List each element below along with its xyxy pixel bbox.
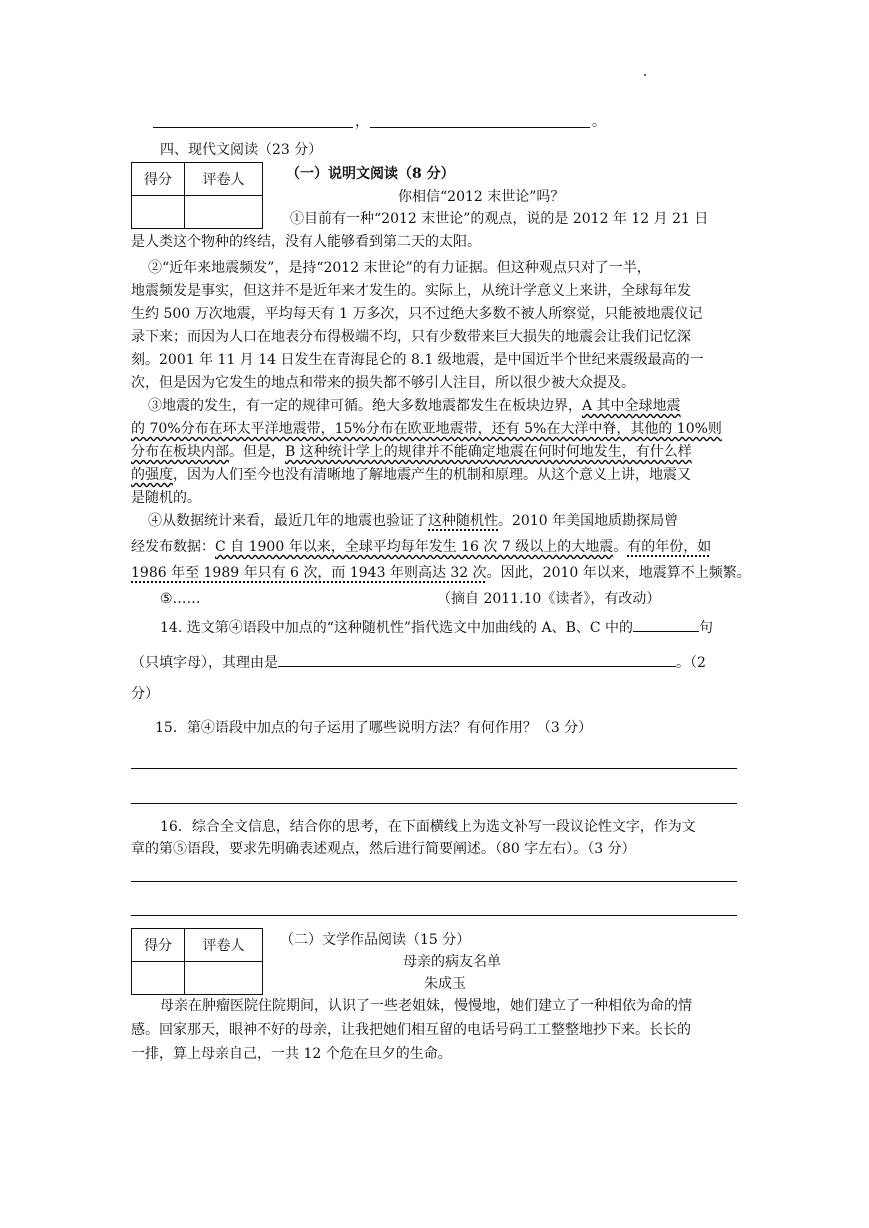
paragraph-4-line-1 bbox=[148, 511, 678, 531]
q14-letter-blank[interactable] bbox=[633, 617, 699, 632]
question-14-line-3: 分） bbox=[131, 686, 159, 702]
question-14-line-2 bbox=[131, 652, 706, 673]
paragraph-5: ⑤…… bbox=[160, 591, 201, 607]
part1-heading: （一）说明文阅读（8 分） bbox=[286, 166, 455, 182]
p4-text-b: 。2010 年美国地质勘探局曾 bbox=[498, 513, 679, 529]
sentence-c: C 自 1900 年以来，全球平均每年发生 16 次 7 级以上的大地震 bbox=[215, 539, 614, 555]
paragraph-2-line-2: 地震频发是事实，但这并不是近年来才发生的。实际上，从统计学意义上来讲，全球每年发 bbox=[131, 283, 691, 299]
paragraph-1-line-2: 是人类这个物种的终结，没有人能够看到第二天的太阳。 bbox=[131, 234, 481, 250]
question-15: 15．第④语段中加点的句子运用了哪些说明方法？有何作用？（3 分） bbox=[155, 720, 593, 736]
dotted-sentence-start: 有的年份，如 bbox=[627, 539, 712, 555]
answer-blank-2[interactable] bbox=[370, 127, 590, 128]
p4-text-a: ④从数据统计来看，最近几年的地震也验证了 bbox=[148, 513, 428, 529]
part2-author: 朱成玉 bbox=[424, 976, 466, 992]
paragraph-4-line-3 bbox=[131, 563, 751, 583]
paragraph-2-line-4: 录下来；而因为人口在地表分布得极端不均，只有少数带来巨大损失的地震会让我们记忆深 bbox=[131, 329, 691, 345]
score-table-1 bbox=[131, 162, 263, 229]
p4-text-e: 。因此，2010 年以来，地震算不上频繁。 bbox=[486, 565, 751, 581]
source-note: （摘自 2011.10《读者》，有改动） bbox=[437, 591, 661, 607]
part2-heading: （二）文学作品阅读（15 分） bbox=[280, 932, 471, 948]
p3-text-b: 。但是， bbox=[229, 444, 285, 460]
grader-cell-2[interactable] bbox=[185, 962, 263, 995]
comma: ， bbox=[355, 114, 369, 130]
part2-paragraph-line-2: 感。回家那天，眼神不好的母亲，让我把她们相互留的电话号码工工整整地抄下来。长长的 bbox=[131, 1022, 691, 1038]
sentence-a-end: 分布在板块内部 bbox=[131, 444, 229, 460]
p3-text-c: ，因为人们至今也没有清晰地了解地震产生的机制和原理。从这个意义上讲，地震又 bbox=[173, 467, 691, 483]
part2-title: 母亲的病友名单 bbox=[403, 954, 501, 970]
sentence-b-end: 的强度 bbox=[131, 467, 173, 483]
paragraph-1-line-1: ①目前有一种“2012 末世论”的观点，说的是 2012 年 12 月 21 日 bbox=[290, 211, 709, 227]
paragraph-2-line-3: 生约 500 万次地震，平均每天有 1 万多次，只不过绝大多数不被人所察觉，只能被地震仪记 bbox=[131, 306, 703, 322]
q14-text-b: 句 bbox=[699, 620, 714, 636]
dotted-sentence-end: 1986 年至 1989 年只有 6 次，而 1943 年则高达 32 次 bbox=[131, 565, 487, 581]
paragraph-3-line-1 bbox=[148, 396, 681, 416]
grader-label: 评卷人 bbox=[185, 163, 263, 196]
p4-text-c: 经发布数据： bbox=[131, 539, 215, 555]
answer-line-15-2[interactable] bbox=[131, 803, 737, 804]
paragraph-2-line-6: 次，但是因为它发生的地点和带来的损失都不够引人注目，所以很少被大众提及。 bbox=[131, 375, 635, 391]
this-randomness: 这种随机性 bbox=[428, 513, 498, 529]
part2-paragraph-line-1: 母亲在肿瘤医院住院期间，认识了一些老姐妹，慢慢地，她们建立了一种相依为命的情 bbox=[160, 998, 692, 1014]
question-16-line-2: 章的第⑤语段，要求先明确表述观点，然后进行简要阐述。（80 字左右）。（3 分） bbox=[131, 841, 636, 857]
score-cell-2[interactable] bbox=[132, 962, 185, 995]
answer-line-16-1[interactable] bbox=[131, 881, 737, 882]
paragraph-4-line-2 bbox=[131, 537, 711, 557]
score-cell[interactable] bbox=[132, 196, 185, 229]
period: 。 bbox=[592, 114, 606, 130]
answer-line-15-1[interactable] bbox=[131, 768, 737, 769]
paragraph-3-line-3 bbox=[131, 442, 692, 462]
score-table-2 bbox=[131, 928, 263, 995]
question-14-line-1 bbox=[160, 617, 713, 638]
p3-text-a: ③地震的发生，有一定的规律可循。绝大多数地震都发生在板块边界， bbox=[148, 398, 582, 414]
grader-cell[interactable] bbox=[185, 196, 263, 229]
q14-reason-blank[interactable] bbox=[278, 652, 676, 667]
sentence-b: B 这种统计学上的规律并不能确定地震在何时何地发生，有什么样 bbox=[285, 444, 692, 460]
part1-title: 你相信“2012 末世论”吗？ bbox=[398, 189, 565, 205]
question-16-line-1: 16．综合全文信息，结合你的思考，在下面横线上为选文补写一段议论性文字，作为文 bbox=[160, 819, 696, 835]
q14-text-a: 14. 选文第④语段中加点的“这种随机性”指代选文中加曲线的 A、B、C 中的 bbox=[160, 620, 634, 636]
sentence-a: A 其中全球地震 bbox=[582, 398, 681, 414]
score-label-2: 得分 bbox=[132, 929, 185, 962]
paragraph-3-line-5: 是随机的。 bbox=[131, 490, 201, 506]
scan-dot bbox=[644, 74, 646, 76]
paragraph-2-line-1: ②“近年来地震频发”，是持“2012 末世论”的有力证据。但这种观点只对了一半， bbox=[148, 260, 651, 276]
q14-text-c: （只填字母），其理由是 bbox=[131, 655, 278, 671]
section-title: 四、现代文阅读（23 分） bbox=[160, 142, 323, 158]
p4-text-d: 。 bbox=[613, 539, 628, 555]
part2-paragraph-line-3: 一排，算上母亲自己，一共 12 个危在旦夕的生命。 bbox=[131, 1046, 452, 1062]
grader-label-2: 评卷人 bbox=[185, 929, 263, 962]
answer-line-16-2[interactable] bbox=[131, 915, 737, 916]
score-label: 得分 bbox=[132, 163, 185, 196]
paragraph-2-line-5: 刻。2001 年 11 月 14 日发生在青海昆仑的 8.1 级地震，是中国近半个世纪来震级最高的一 bbox=[131, 352, 704, 368]
q14-text-d: 。（2 bbox=[676, 655, 706, 671]
answer-blank-1[interactable] bbox=[153, 127, 353, 128]
paragraph-3-line-2: 的 70%分布在环太平洋地震带，15%分布在欧亚地震带，还有 5%在大洋中脊，其他的 10%则 bbox=[131, 421, 722, 437]
paragraph-3-line-4 bbox=[131, 465, 691, 485]
